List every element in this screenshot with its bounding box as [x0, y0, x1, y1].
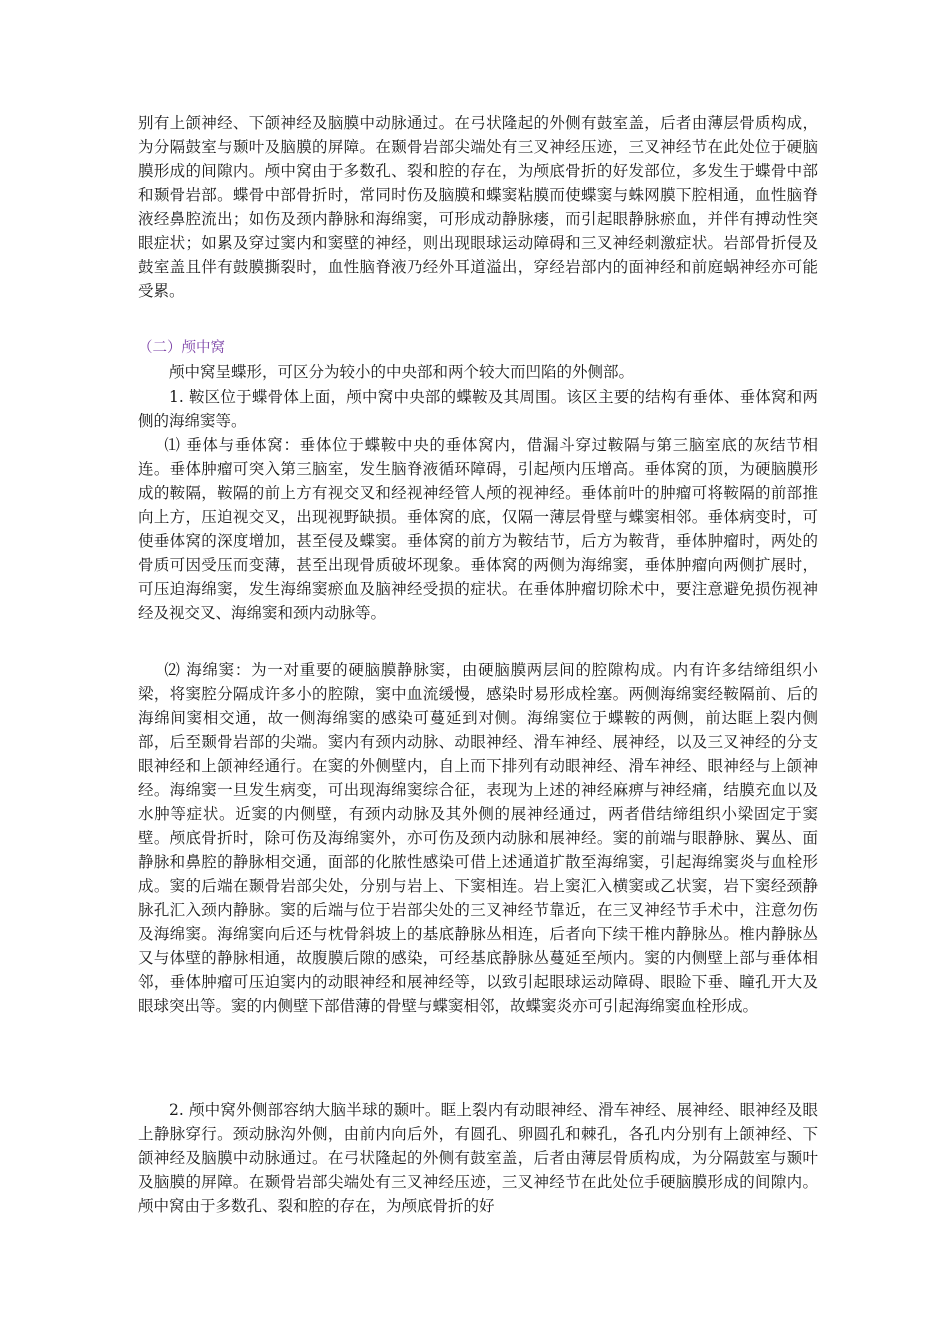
paragraph-intro: 颅中窝呈蝶形，可区分为较小的中央部和两个较大而凹陷的外侧部。 — [169, 363, 635, 381]
paragraph-lateral-part: 2. 颅中窝外侧部容纳大脑半球的颞叶。眶上裂内有动眼神经、滑车神经、展神经、眼神经及眼上静脉穿行。颈动脉沟外侧，由前内向后外，有圆孔、卵圆孔和棘孔，各孔内分别有上颌神经、下颌神经及脑膜中动脉通过。在弓状隆起的外侧有鼓室盖，后者由薄层骨质构成，为分隔鼓室与颞叶及脑膜的屏障。在颞骨岩部尖端处有三叉神经压迹，三叉神经节在此处位手硬脑膜形成的间隙内。颅中窝由于多数孔、裂和腔的存在，为颅底骨折的好 — [138, 1101, 818, 1215]
paragraph-pituitary: ⑴ 垂体与垂体窝：垂体位于蝶鞍中央的垂体窝内，借漏斗穿过鞍隔与第三脑室底的灰结节相连。垂体肿瘤可突入第三脑室，发生脑脊液循环障碍，引起颅内压增高。垂体窝的顶，为硬脑膜形成的鞍隔，鞍隔的前上方有视交叉和经视神经管人颅的视神经。垂体前叶的肿瘤可将鞍隔的前部推向上方，压迫视交叉，出现视野缺损。垂体窝的底，仅隔一薄层骨壁与蝶窦相邻。垂体病变时，可使垂体窝的深度增加，甚至侵及蝶窦。垂体窝的前方为鞍结节，后方为鞍背，垂体肿瘤时，两处的骨质可因受压而变薄，甚至出现骨质破坏现象。垂体窝的两侧为海绵窦，垂体肿瘤向两侧扩展时，可压迫海绵窦，发生海绵窦瘀血及脑神经受损的症状。在垂体肿瘤切除术中，要注意避免损伤视神经及视交叉、海绵窦和颈内动脉等。 — [138, 436, 818, 622]
paragraph-cavernous-sinus: ⑵ 海绵窦：为一对重要的硬脑膜静脉窦，由硬脑膜两层间的腔隙构成。内有许多结缔组织小梁，将窦腔分隔成许多小的腔隙，窦中血流缓慢，感染时易形成栓塞。两侧海绵窦经鞍隔前、后的海绵间窦相交通，故一侧海绵窦的感染可蔓延到对侧。海绵窦位于蝶鞍的两侧，前达眶上裂内侧部，后至颞骨岩部的尖端。窦内有颈内动脉、动眼神经、滑车神经、展神经，以及三叉神经的分支眼神经和上颌神经通行。在窦的外侧壁内，自上而下排列有动眼神经、滑车神经、眼神经与上颌神经。海绵窦一旦发生病变，可出现海绵窦综合征，表现为上述的神经麻痹与神经痛，结膜充血以及水肿等症状。近窦的内侧壁，有颈内动脉及其外侧的展神经通过，两者借结缔组织小梁固定于窦壁。颅底骨折时，除可伤及海绵窦外，亦可伤及颈内动脉和展神经。窦的前端与眼静脉、翼丛、面静脉和鼻腔的静脉相交通，面部的化脓性感染可借上述通道扩散至海绵窦，引起海绵窦炎与血栓形成。窦的后端在颞骨岩部尖处，分别与岩上、下窦相连。岩上窦汇入横窦或乙状窦，岩下窦经颈静脉孔汇入颈内静脉。窦的后端与位于岩部尖处的三叉神经节靠近，在三叉神经节手术中，注意勿伤及海绵窦。海绵窦向后还与枕骨斜坡上的基底静脉丛相连，后者向下续干椎内静脉丛。椎内静脉丛又与体壁的静脉相通，故腹膜后隙的感染，可经基底静脉丛蔓延至颅内。窦的内侧壁上部与垂体相邻，垂体肿瘤可压迫窦内的动眼神经和展神经等，以致引起眼球运动障碍、眼睑下垂、瞳孔开大及眼球突出等。窦的内侧壁下部借薄的骨壁与蝶窦相邻，故蝶窦炎亦可引起海绵窦血栓形成。 — [138, 661, 818, 1015]
paragraph-continued-top: 别有上颌神经、下颌神经及脑膜中动脉通过。在弓状隆起的外侧有鼓室盖，后者由薄层骨质构成，为分隔鼓室与颞叶及脑膜的屏障。在颞骨岩部尖端处有三叉神经压迹，三叉神经节在此处位于硬脑膜形成的间隙内。颅中窝由于多数孔、裂和腔的存在，为颅底骨折的好发部位，多发生于蝶骨中部和颞骨岩部。蝶骨中部骨折时，常同时伤及脑膜和蝶窦粘膜而使蝶窦与蛛网膜下腔相通，血性脑脊液经鼻腔流出；如伤及颈内静脉和海绵窦，可形成动静脉瘘，而引起眼静脉瘀血，并伴有搏动性突眼症状；如累及穿过窦内和窦壁的神经，则出现眼球运动障碍和三叉神经刺激症状。岩部骨折侵及鼓室盖且伴有鼓膜撕裂时，血性脑脊液乃经外耳道溢出，穿经岩部内的面神经和前庭蜗神经亦可能受累。 — [138, 114, 818, 300]
paragraph-sellar-region: 1. 鞍区位于蝶骨体上面，颅中窝中央部的蝶鞍及其周围。该区主要的结构有垂体、垂体窝和两侧的海绵窦等。 — [138, 388, 818, 430]
section-heading-middle-cranial-fossa: （二）颅中窝 — [138, 340, 225, 356]
